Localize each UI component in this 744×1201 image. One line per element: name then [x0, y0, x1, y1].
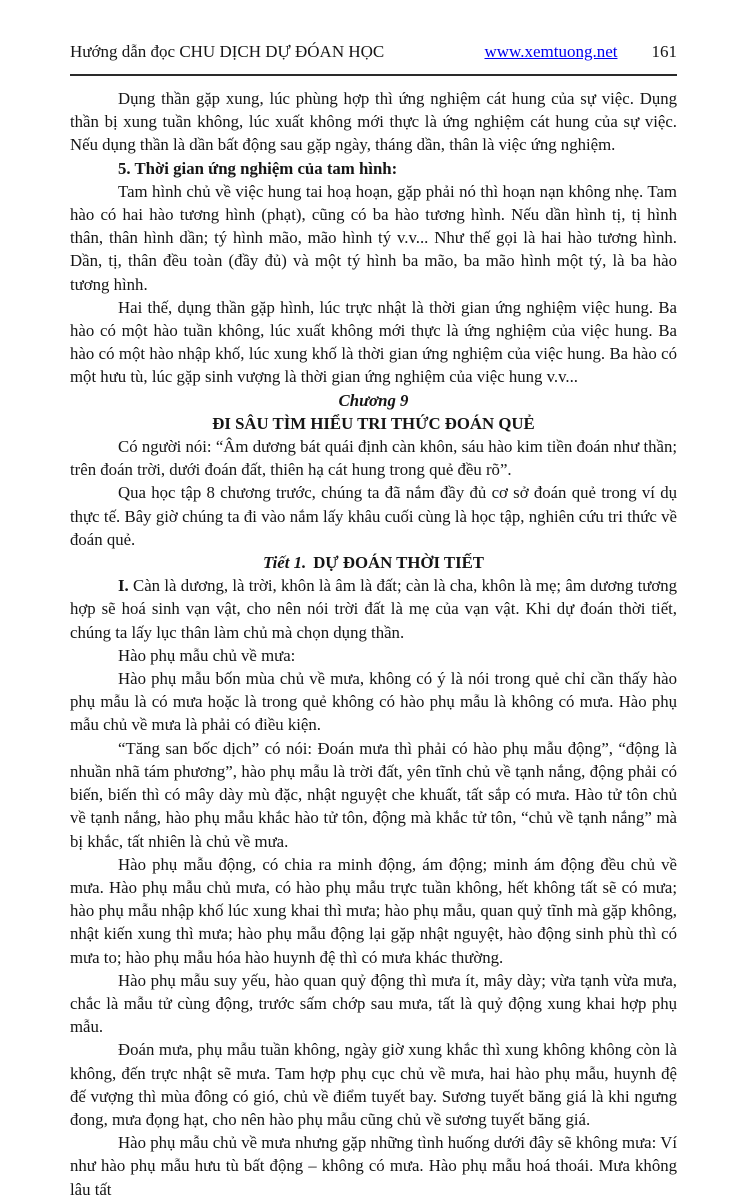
- chapter-title: [70, 412, 677, 435]
- body-text: [70, 76, 677, 1201]
- website-link[interactable]: www.xemtuong.net: [484, 42, 618, 61]
- page-header: [70, 42, 677, 76]
- paragraph-suy-yeu: Hào phụ mẫu suy yếu, hào quan quỷ động thì mưa ít, mây dày; vừa tạnh vừa mưa, chắc là mẫu tử cùng động, trước sấm chớp sau mưa, tất là quỷ động xung khai hợp phụ mẫu.: [70, 970, 677, 1037]
- paragraph-khong-mua: Hào phụ mẫu chủ về mưa nhưng gặp những tình huống dưới đây sẽ không mưa: Ví như hào phụ mẫu hưu tù bất động – không có mưa. Hào phụ mẫu hoá thoái. Mưa không lâu tất: [70, 1133, 677, 1199]
- page-number: 161: [651, 42, 677, 61]
- paragraph-doan-mua: Đoán mưa, phụ mẫu tuần không, ngày giờ xung khắc thì xung không không còn là không, đến trực nhật sẽ mưa. Tam hợp phụ cục chủ về mưa, hai hào phụ mẫu, huynh đệ đế vượng thì mùa đông có gió, chủ về điểm tuyết bay. Sương tuyết băng giá là khi ngưng đong, mưa đọng hạt, cho nên hào phụ mẫu cũng chủ về sương tuyết băng giá.: [70, 1040, 677, 1129]
- paragraph-tam-hinh-1: Tam hình chủ về việc hung tai hoạ hoạn, gặp phải nó thì hoạn nạn không nhẹ. Tam hào có hai hào tương hình (phạt), cũng có ba hào tương hình. Nếu dần hình tị, tị hình thân, thân hình dần; tý hình mão, mão hình tý v.v... Như thế gọi là hai hào tương hình. Dần, tị, thân đều toàn (đầy đủ) và một tý hình ba mão, ba mão hình một tý, là ba hào tương hình.: [70, 181, 677, 294]
- chapter-title-text: ĐI SÂU TÌM HIỂU TRI THỨC ĐOÁN QUẺ: [212, 413, 535, 433]
- paragraph-tam-hinh-2: Hai thế, dụng thần gặp hình, lúc trực nhật là thời gian ứng nghiệm việc hung. Ba hào có một hào tuần không, lúc xuất không mới thực là ứng nghiệm của việc hung. Ba hào có một hào nhập khố, lúc xung khố là thời gian ứng nghiệm của việc hung. Ba hào có một hưu tù, lúc gặp sinh vượng là thời gian ứng nghiệm của việc hung v.v...: [70, 297, 677, 387]
- paragraph-lead-numeral: I.: [118, 576, 129, 596]
- section-title: DỰ ĐOÁN THỜI TIẾT: [313, 553, 484, 573]
- paragraph-dung-than: Dụng thần gặp xung, lúc phùng hợp thì ứng nghiệm cát hung của sự việc. Dụng thần bị xung tuần không, lúc xuất không mới thực là ứng nghiệm cát hung của sự việc. Nếu dụng thần là dần bất động sau gặp ngày, tháng dần, thân là việc ứng nghiệm.: [70, 89, 677, 155]
- paragraph-minh-dong: Hào phụ mẫu động, có chia ra minh động, ám động; minh ám động đều chủ về mưa. Hào phụ mẫu chủ mưa, có hào phụ mẫu trực tuần không, hết không tất sẽ có mưa; hào phụ mẫu nhập khố lúc xung khai thì mưa; hào phụ mẫu, quan quỷ tĩnh mà gặp không, nhật kiến xung thì mưa; hào phụ mẫu động lại gặp nhật nguyệt, hào động sinh phù thì có mưa to; hào phụ mẫu hóa hào huynh đệ thì có mưa khác thường.: [70, 854, 677, 967]
- paragraph-tang-san: “Tăng san bốc dịch” có nói: Đoán mưa thì phải có hào phụ mẫu động”, “động là nhuần nhã tám phương”, hào phụ mẫu là trời đất, yên tĩnh chủ về tạnh nắng, động phải có biến, biến thì có mây dày mù đặc, nhật nguyệt che khuất, tất sắp có mưa. Hào tử tôn chủ về tạnh nắng, hào phụ mẫu khắc hào tử tôn, động mà khắc tử tôn, “chủ về tạnh nắng” mà bị khắc, tất nhiên là chủ về mưa.: [70, 738, 677, 851]
- section-label: Tiết 1.: [263, 553, 307, 573]
- chapter-label: [70, 389, 677, 412]
- paragraph-can-la-duong: [70, 574, 677, 644]
- paragraph-can-la-duong-text: Càn là dương, là trời, khôn là âm là đất; càn là cha, khôn là mẹ; âm dương tương hợp sẽ hoá sinh vạn vật, cho nên nói trời đất là mẹ của vạn vật. Khi dự đoán thời tiết, chúng ta lấy lục thân làm chủ mà chọn dụng thần.: [70, 576, 677, 642]
- section-heading: [70, 551, 677, 574]
- document-page: [70, 42, 677, 1201]
- running-title: Hướng dẫn đọc CHU DỊCH DỰ ĐÓAN HỌC: [70, 42, 385, 61]
- paragraph-qua-hoc-tap: Qua học tập 8 chương trước, chúng ta đã nắm đầy đủ cơ sở đoán quẻ trong ví dụ thực tế. Bây giờ chúng ta đi vào nắm lấy khâu cuối cùng là học tập, nghiên cứu tri thức về đoán quẻ.: [70, 483, 677, 549]
- paragraph-chu-ve-mua: Hào phụ mẫu chủ về mưa:: [118, 645, 296, 665]
- header-right-group: [485, 42, 678, 62]
- heading-tam-hinh: 5. Thời gian ứng nghiệm của tam hình:: [118, 158, 398, 178]
- chapter-label-text: Chương 9: [338, 390, 409, 410]
- paragraph-co-nguoi-noi: Có người nói: “Âm dương bát quái định càn khôn, sáu hào kim tiền đoán như thần; trên đoán trời, dưới đoán đất, thiên hạ cát hung trong quẻ đều rõ”.: [70, 437, 677, 480]
- paragraph-bon-mua: Hào phụ mẫu bốn mùa chủ về mưa, không có ý là nói trong quẻ chỉ cần thấy hào phụ mẫu là có mưa hoặc là trong quẻ không có hào phụ mẫu là không có mưa. Hào phụ mẫu chủ về mưa là phải có điều kiện.: [70, 669, 677, 735]
